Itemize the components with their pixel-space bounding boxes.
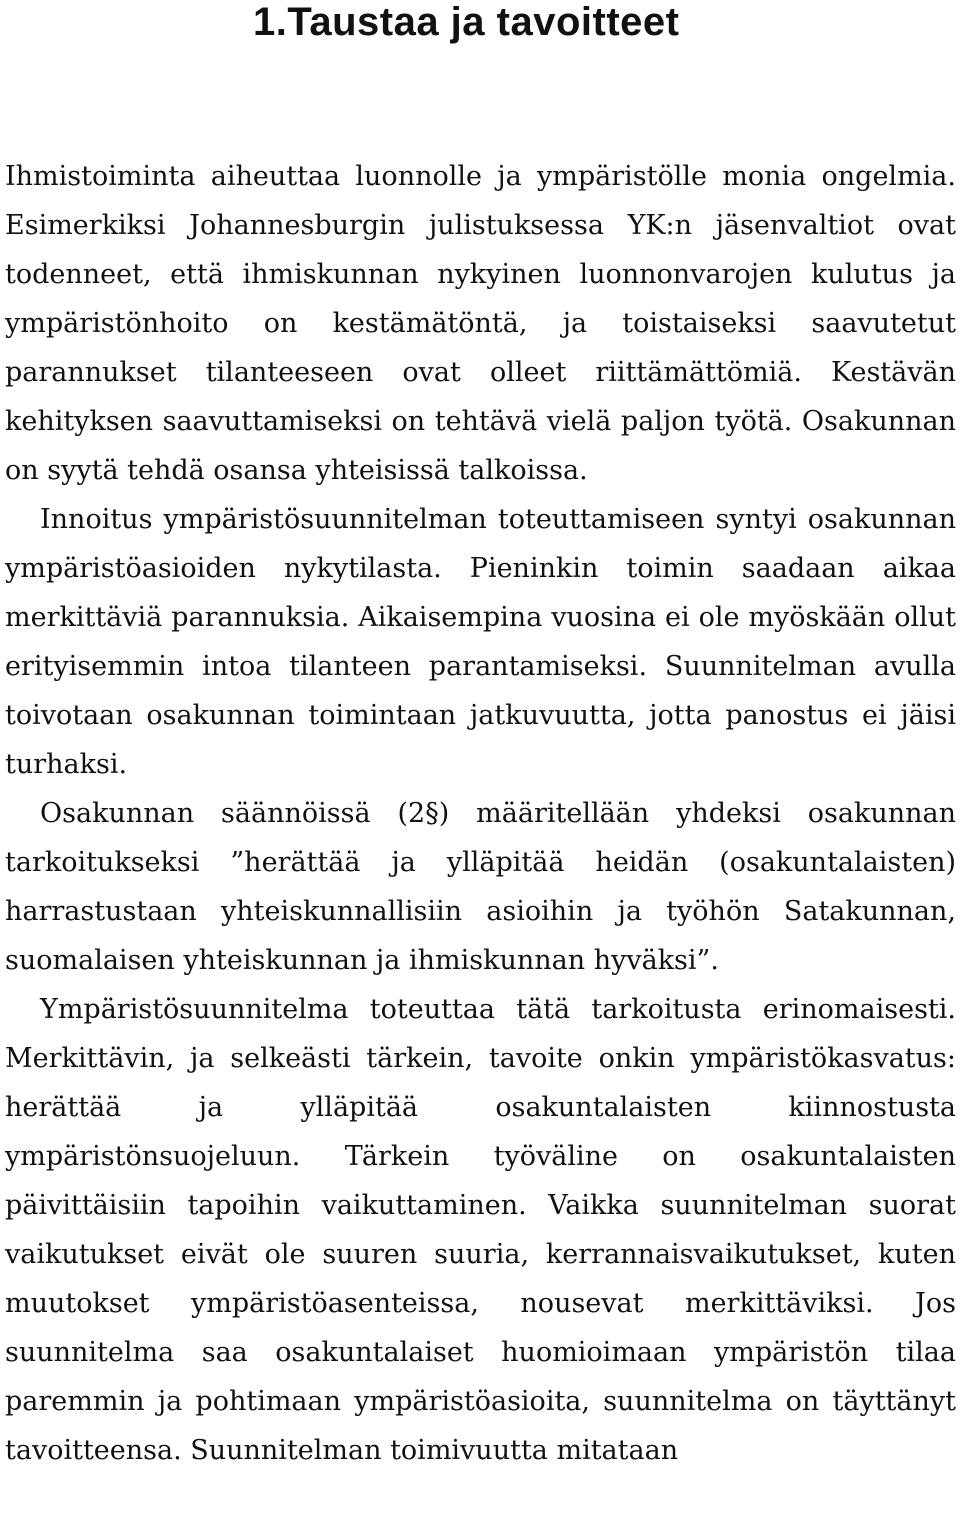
section-heading: 1.Taustaa ja tavoitteet: [253, 0, 680, 44]
paragraph-1: Ihmistoiminta aiheuttaa luonnolle ja ympäristölle monia ongelmia. Esimerkiksi Johannesburgin julistuksessa YK:n jäsenvaltiot ovat todenneet, että ihmiskunnan nykyinen luonnonvarojen kulutus ja ympäristönhoito on kestämätöntä, ja toistaiseksi saavutetut parannukset tilanteeseen ovat olleet riittämättömiä. Kestävän kehityksen saavuttamiseksi on tehtävä vielä paljon työtä. Osakunnan on syytä tehdä osansa yhteisissä talkoissa.: [5, 161, 956, 486]
paragraph-3: Osakunnan säännöissä (2§) määritellään yhdeksi osakunnan tarkoitukseksi ”herättää ja ylläpitää heidän (osakuntalaisten) harrastustaan yhteiskunnallisiin asioihin ja työhön Satakunnan, suomalaisen yhteiskunnan ja ihmiskunnan hyväksi”.: [5, 798, 956, 976]
paragraph-2: Innoitus ympäristösuunnitelman toteuttamiseen syntyi osakunnan ympäristöasioiden nykytilasta. Pieninkin toimin saadaan aikaa merkittäviä parannuksia. Aikaisempina vuosina ei ole myöskään ollut erityisemmin intoa tilanteen parantamiseksi. Suunnitelman avulla toivotaan osakunnan toimintaan jatkuvuutta, jotta panostus ei jäisi turhaksi.: [5, 504, 956, 780]
paragraph-4: Ympäristösuunnitelma toteuttaa tätä tarkoitusta erinomaisesti. Merkittävin, ja selkeästi tärkein, tavoite onkin ympäristökasvatus: herättää ja ylläpitää osakuntalaisten kiinnostusta ympäristönsuojeluun. Tärkein työväline on osakuntalaisten päivittäisiin tapoihin vaikuttaminen. Vaikka suunnitelman suorat vaikutukset eivät ole suuren suuria, kerrannaisvaikutukset, kuten muutokset ympäristöasenteissa, nousevat merkittäviksi. Jos suunnitelma saa osakuntalaiset huomioimaan ympäristön tilaa paremmin ja pohtimaan ympäristöasioita, suunnitelma on täyttänyt tavoitteensa. Suunnitelman toimivuutta mitataan: [5, 994, 956, 1466]
body-text: [5, 152, 956, 1475]
